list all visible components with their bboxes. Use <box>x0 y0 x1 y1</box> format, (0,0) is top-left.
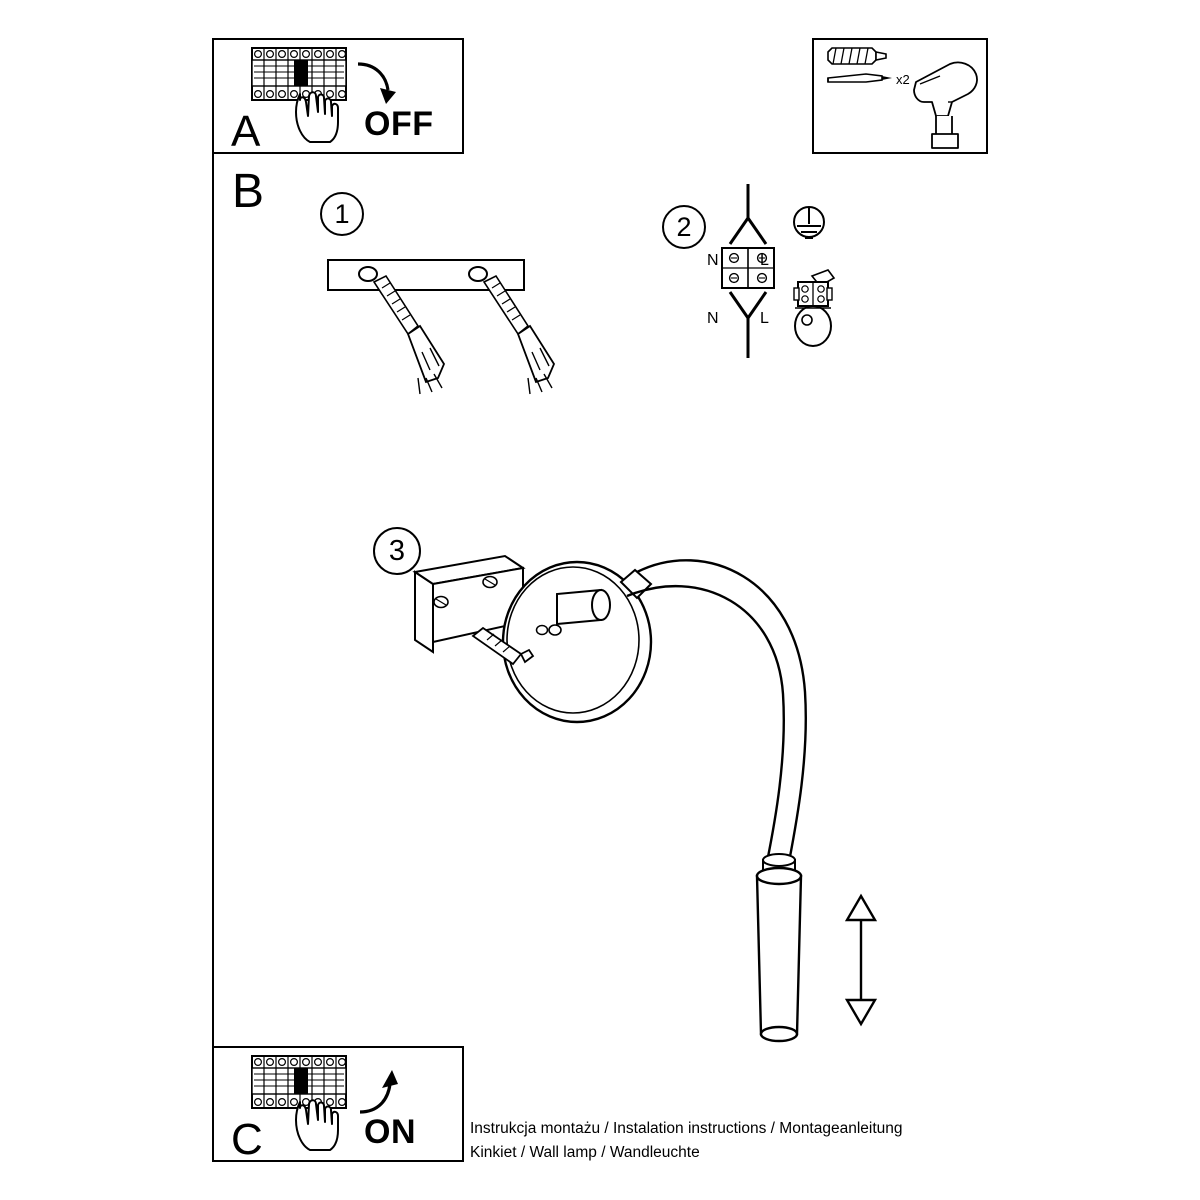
mounting-bracket-screws-wallplugs-icon <box>326 252 556 442</box>
substep-2-badge: 2 <box>662 205 706 249</box>
step-a-state-label: OFF <box>364 105 434 143</box>
step-c-arrow-icon <box>352 1062 412 1118</box>
substep-1-badge: 1 <box>320 192 364 236</box>
connector-housing-icon <box>790 268 852 360</box>
terminal-label-n-top: N <box>707 252 719 269</box>
sheet-left-rule <box>212 152 214 1054</box>
circuit-breaker-panel-hand-off-icon <box>248 44 358 150</box>
terminal-label-l-bottom: L <box>760 310 769 327</box>
footer-line-1: Instrukcja montażu / Instalation instructions / Montageanleitung <box>470 1120 903 1137</box>
svg-text:x2: x2 <box>896 72 910 87</box>
wall-lamp-assembly-icon <box>405 510 865 1070</box>
earth-ground-icon <box>784 204 834 250</box>
circuit-breaker-panel-hand-on-icon <box>248 1052 358 1158</box>
substep-3-badge: 3 <box>373 527 421 575</box>
step-c-letter: C <box>231 1115 263 1164</box>
up-down-arrow-icon <box>838 894 884 1026</box>
terminal-label-l-top: L <box>760 252 769 269</box>
step-a-letter: A <box>231 107 261 156</box>
step-c-state-label: ON <box>364 1113 416 1151</box>
footer-text <box>470 1117 1170 1165</box>
step-b-letter: B <box>232 165 265 218</box>
tools-icons <box>820 40 986 152</box>
footer-line-2: Kinkiet / Wall lamp / Wandleuchte <box>470 1144 700 1161</box>
step-a-arrow-icon <box>352 58 412 110</box>
terminal-label-n-bottom: N <box>707 310 719 327</box>
